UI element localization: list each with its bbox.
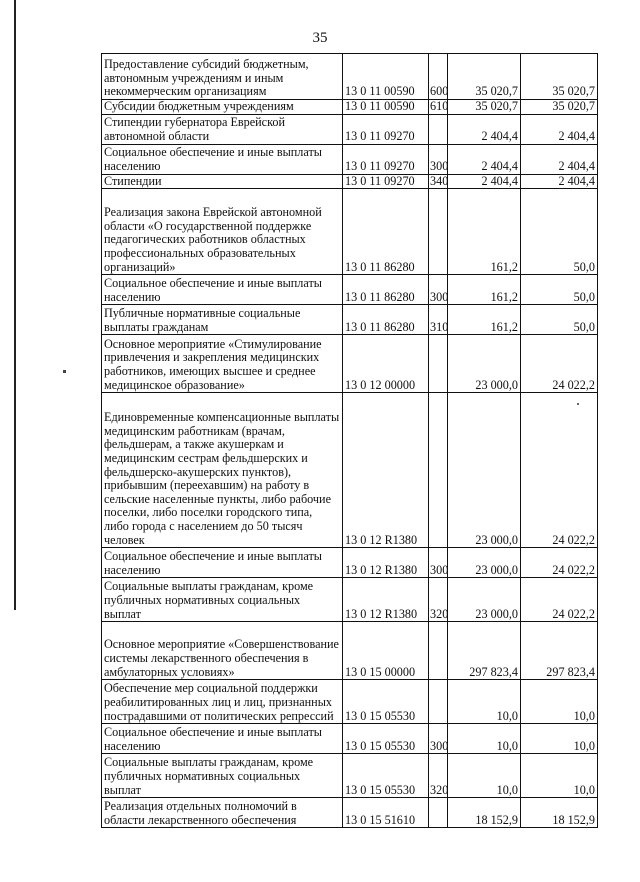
table-row bbox=[102, 275, 598, 305]
row-expense-type: 600 bbox=[429, 54, 448, 100]
row-amount-year-1: 2 404,4 bbox=[448, 144, 521, 174]
row-name: Стипендии bbox=[102, 174, 343, 189]
row-amount-year-2: 18 152,9 bbox=[521, 798, 598, 828]
binding-margin-line bbox=[14, 0, 16, 610]
row-amount-year-1: 35 020,7 bbox=[448, 54, 521, 100]
row-amount-year-1: 161,2 bbox=[448, 189, 521, 275]
row-expense-type bbox=[429, 114, 448, 144]
row-amount-year-2: 2 404,4 bbox=[521, 144, 598, 174]
row-code: 13 0 11 86280 bbox=[343, 275, 429, 305]
table-row bbox=[102, 724, 598, 754]
row-expense-type: 300 bbox=[429, 724, 448, 754]
table-row bbox=[102, 144, 598, 174]
table-row bbox=[102, 100, 598, 115]
row-code: 13 0 11 09270 bbox=[343, 174, 429, 189]
row-expense-type: 300 bbox=[429, 275, 448, 305]
row-amount-year-1: 2 404,4 bbox=[448, 174, 521, 189]
row-name: Социальное обеспечение и иные выплаты населению bbox=[102, 144, 343, 174]
row-expense-type bbox=[429, 393, 448, 548]
row-expense-type bbox=[429, 335, 448, 393]
table-row bbox=[102, 189, 598, 275]
row-code: 13 0 11 86280 bbox=[343, 189, 429, 275]
row-amount-year-1: 23 000,0 bbox=[448, 393, 521, 548]
row-name: Социальные выплаты гражданам, кроме публичных нормативных социальных выплат bbox=[102, 754, 343, 798]
row-expense-type: 610 bbox=[430, 99, 449, 113]
table-row bbox=[102, 335, 598, 393]
row-amount-year-2: 10,0 bbox=[521, 680, 598, 724]
row-amount-year-2: 50,0 bbox=[521, 275, 598, 305]
row-expense-type bbox=[429, 622, 448, 680]
row-code: 13 0 11 00590 bbox=[343, 54, 429, 100]
row-amount-year-2: 24 022,2 bbox=[521, 393, 598, 548]
row-amount-year-1: 23 000,0 bbox=[448, 578, 521, 622]
row-amount-year-2: 297 823,4 bbox=[521, 622, 598, 680]
row-expense-type: 300 bbox=[429, 144, 448, 174]
budget-table bbox=[101, 53, 598, 828]
row-amount-year-2: 2 404,4 bbox=[521, 174, 598, 189]
row-code: 13 0 12 R1380 bbox=[343, 548, 429, 578]
table-row bbox=[102, 174, 598, 189]
row-amount-year-1: 35 020,7 bbox=[448, 100, 521, 115]
page-number: 35 bbox=[312, 30, 328, 46]
row-code: 13 0 12 R1380 bbox=[343, 393, 429, 548]
row-expense-type: 340 bbox=[430, 173, 449, 188]
row-amount-year-2: 24 022,2 bbox=[521, 548, 598, 578]
row-amount-year-2: 10,0 bbox=[521, 724, 598, 754]
table-row bbox=[102, 680, 598, 724]
row-name: Предоставление субсидий бюджетным, автономным учреждениям и иным некоммерческим организациям bbox=[102, 54, 343, 100]
row-code: 13 0 11 86280 bbox=[343, 305, 429, 335]
row-code: 13 0 12 R1380 bbox=[343, 578, 429, 622]
row-expense-type: 300 bbox=[429, 548, 448, 578]
row-expense-type bbox=[429, 798, 448, 828]
row-amount-year-2: 35 020,7 bbox=[521, 100, 598, 115]
row-name: Основное мероприятие «Стимулирование привлечения и закрепления медицинских работников, имеющих высшее и среднее медицинское образование» bbox=[102, 335, 343, 393]
row-name: Социальное обеспечение и иные выплаты населению bbox=[102, 548, 343, 578]
row-amount-year-1: 161,2 bbox=[448, 275, 521, 305]
row-amount-year-1: 10,0 bbox=[448, 724, 521, 754]
row-expense-type: 320 bbox=[429, 578, 448, 622]
row-name: Социальное обеспечение и иные выплаты населению bbox=[102, 275, 343, 305]
row-amount-year-1: 18 152,9 bbox=[448, 798, 521, 828]
row-code: 13 0 15 05530 bbox=[343, 754, 429, 798]
row-code: 13 0 11 09270 bbox=[343, 114, 429, 144]
row-amount-year-1: 297 823,4 bbox=[448, 622, 521, 680]
row-name: Реализация закона Еврейской автономной области «О государственной поддержке педагогических работников областных профессиональных образовательных организаций» bbox=[102, 189, 343, 275]
row-code: 13 0 15 05530 bbox=[343, 724, 429, 754]
table-row bbox=[102, 798, 598, 828]
row-amount-year-1: 23 000,0 bbox=[448, 548, 521, 578]
row-amount-year-2: 24 022,2 bbox=[521, 578, 598, 622]
row-amount-year-1: 161,2 bbox=[448, 305, 521, 335]
row-name: Субсидии бюджетным учреждениям bbox=[102, 100, 343, 115]
row-name: Реализация отдельных полномочий в области лекарственного обеспечения bbox=[102, 798, 343, 828]
row-name: Единовременные компенсационные выплаты медицинским работникам (врачам, фельдшерам, а также акушеркам и медицинским сестрам фельдшерских и фельдшерско-акушерских пунктов), прибывшим (переехавшим) на работу в сельские населенные пункты, либо рабочие поселки, либо поселки городского типа, либо города с населением до 50 тысяч человек bbox=[102, 393, 343, 548]
row-name: Публичные нормативные социальные выплаты гражданам bbox=[102, 305, 343, 335]
table-row bbox=[102, 548, 598, 578]
row-name: Стипендии губернатора Еврейской автономной области bbox=[102, 114, 343, 144]
row-code: 13 0 15 00000 bbox=[343, 622, 429, 680]
margin-mark bbox=[63, 370, 66, 373]
row-code: 13 0 11 09270 bbox=[343, 144, 429, 174]
row-amount-year-2: 2 404,4 bbox=[521, 114, 598, 144]
row-amount-year-2: 24 022,2 bbox=[521, 335, 598, 393]
table-row bbox=[102, 622, 598, 680]
row-name: Основное мероприятие «Совершенствование системы лекарственного обеспечения в амбулаторных условиях» bbox=[102, 622, 343, 680]
row-amount-year-2: 50,0 bbox=[521, 305, 598, 335]
table-row bbox=[102, 54, 598, 100]
row-expense-type bbox=[429, 680, 448, 724]
table-row bbox=[102, 393, 598, 548]
row-expense-type: 310 bbox=[429, 305, 448, 335]
row-amount-year-2: 50,0 bbox=[521, 189, 598, 275]
row-expense-type: 320 bbox=[429, 754, 448, 798]
row-amount-year-1: 10,0 bbox=[448, 754, 521, 798]
row-code: 13 0 15 05530 bbox=[343, 680, 429, 724]
table-row bbox=[102, 578, 598, 622]
table-row bbox=[102, 754, 598, 798]
row-amount-year-1: 10,0 bbox=[448, 680, 521, 724]
row-amount-year-1: 2 404,4 bbox=[448, 114, 521, 144]
row-amount-year-2: 35 020,7 bbox=[521, 54, 598, 100]
table-row bbox=[102, 305, 598, 335]
row-code: 13 0 12 00000 bbox=[343, 335, 429, 393]
table-row bbox=[102, 114, 598, 144]
row-code: 13 0 15 51610 bbox=[343, 798, 429, 828]
row-code: 13 0 11 00590 bbox=[343, 100, 429, 115]
row-amount-year-1: 23 000,0 bbox=[448, 335, 521, 393]
row-amount-year-2: 10,0 bbox=[521, 754, 598, 798]
row-name: Социальные выплаты гражданам, кроме публичных нормативных социальных выплат bbox=[102, 578, 343, 622]
row-name: Социальное обеспечение и иные выплаты населению bbox=[102, 724, 343, 754]
row-name: Обеспечение мер социальной поддержки реабилитированных лиц и лиц, признанных пострадавшими от политических репрессий bbox=[102, 680, 343, 724]
row-expense-type bbox=[429, 189, 448, 275]
